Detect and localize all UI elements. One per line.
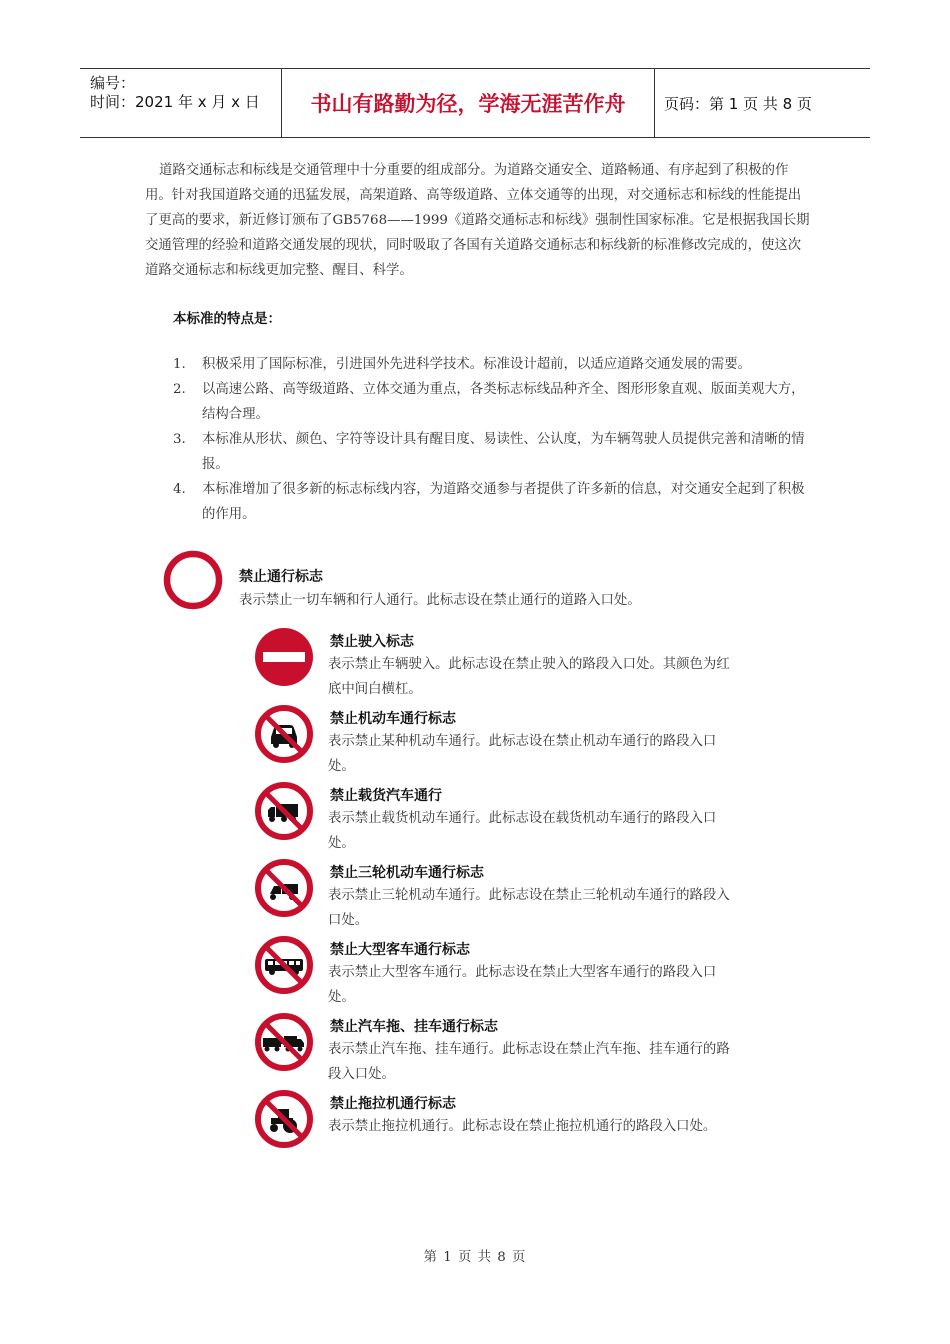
no-entry-sign-icon — [254, 627, 314, 687]
sign-title: 禁止通行标志 — [239, 569, 323, 585]
list-item-text: 积极采用了国际标准，引进国外先进科学技术。标准设计超前，以适应道路交通发展的需要。 — [202, 357, 752, 372]
list-item — [173, 352, 813, 377]
intro-paragraph: 道路交通标志和标线是交通管理中十分重要的组成部分。为道路交通安全、道路畅通、有序起到了积极的作用。针对我国道路交通的迅猛发展，高架道路、高等级道路、立体交通等的出现，对交通标志和标线的性能提出了更高的要求，新近修订颁布了GB5768——1999《道路交通标志和标线》强制性国家标准。它是根据我国长期交通管理的经验和道路交通发展的现状，同时吸取了各国有关道路交通标志和标线新的标准修改完成的，使这次道路交通标志和标线更加完整、醒目、科学。 — [145, 163, 810, 278]
no-truck-sign-icon — [254, 781, 314, 841]
header-meta — [80, 69, 282, 137]
sign-description: 表示禁止三轮机动车通行。此标志设在禁止三轮机动车通行的路段入口处。 — [328, 888, 730, 928]
date-label: 时间：2021 年 x 月 x 日 — [90, 93, 260, 111]
sign-title: 禁止载货汽车通行 — [330, 788, 442, 804]
page-footer: 第 1 页 共 8 页 — [423, 1250, 527, 1265]
no-bus-sign-icon — [254, 935, 314, 995]
page-header — [80, 68, 870, 138]
sign-description: 表示禁止汽车拖、挂车通行。此标志设在禁止汽车拖、挂车通行的路段入口处。 — [328, 1042, 730, 1082]
sign-description: 表示禁止大型客车通行。此标志设在禁止大型客车通行的路段入口处。 — [328, 965, 717, 1005]
number-label: 编号： — [90, 74, 136, 92]
sign-title: 禁止拖拉机通行标志 — [330, 1096, 456, 1112]
no-trailer-sign-icon — [254, 1012, 314, 1072]
sign-description: 表示禁止拖拉机通行。此标志设在禁止拖拉机通行的路段入口处。 — [328, 1119, 717, 1134]
sign-description: 表示禁止载货机动车通行。此标志设在载货机动车通行的路段入口处。 — [328, 811, 717, 851]
list-item-text: 本标准从形状、颜色、字符等设计具有醒目度、易读性、公认度，为车辆驾驶人员提供完善和清晰的情报。 — [202, 432, 805, 472]
no-tricycle-sign-icon — [254, 858, 314, 918]
sign-title: 禁止汽车拖、挂车通行标志 — [330, 1019, 498, 1035]
list-item-number: 4. — [173, 482, 186, 497]
list-item-number: 3. — [173, 432, 186, 447]
sign-description: 表示禁止某种机动车通行。此标志设在禁止机动车通行的路段入口处。 — [328, 734, 717, 774]
list-item-number: 2. — [173, 382, 186, 397]
no-motor-vehicle-sign-icon — [254, 704, 314, 764]
list-item-text: 以高速公路、高等级道路、立体交通为重点，各类标志标线品种齐全、图形形象直观、版面美观大方，结构合理。 — [202, 382, 805, 422]
list-item-number: 1. — [173, 357, 186, 372]
list-item — [173, 377, 813, 427]
no-passage-sign-icon — [163, 550, 223, 610]
features-title: 本标准的特点是： — [173, 311, 281, 327]
no-tractor-sign-icon — [254, 1089, 314, 1149]
list-item-text: 本标准增加了很多新的标志标线内容，为道路交通参与者提供了许多新的信息，对交通安全起到了积极的作用。 — [202, 482, 805, 522]
list-item — [173, 427, 813, 477]
header-page-info: 页码：第 1 页 共 8 页 — [664, 94, 812, 113]
header-motto: 书山有路勤为径，学海无涯苦作舟 — [282, 69, 655, 137]
sign-description: 表示禁止一切车辆和行人通行。此标志设在禁止通行的道路入口处。 — [239, 593, 641, 608]
sign-title: 禁止驶入标志 — [330, 634, 414, 650]
list-item — [173, 477, 813, 527]
sign-description: 表示禁止车辆驶入。此标志设在禁止驶入的路段入口处。其颜色为红底中间白横杠。 — [328, 657, 730, 697]
sign-title: 禁止大型客车通行标志 — [330, 942, 470, 958]
sign-title: 禁止机动车通行标志 — [330, 711, 456, 727]
sign-title: 禁止三轮机动车通行标志 — [330, 865, 484, 881]
features-list — [173, 352, 813, 527]
